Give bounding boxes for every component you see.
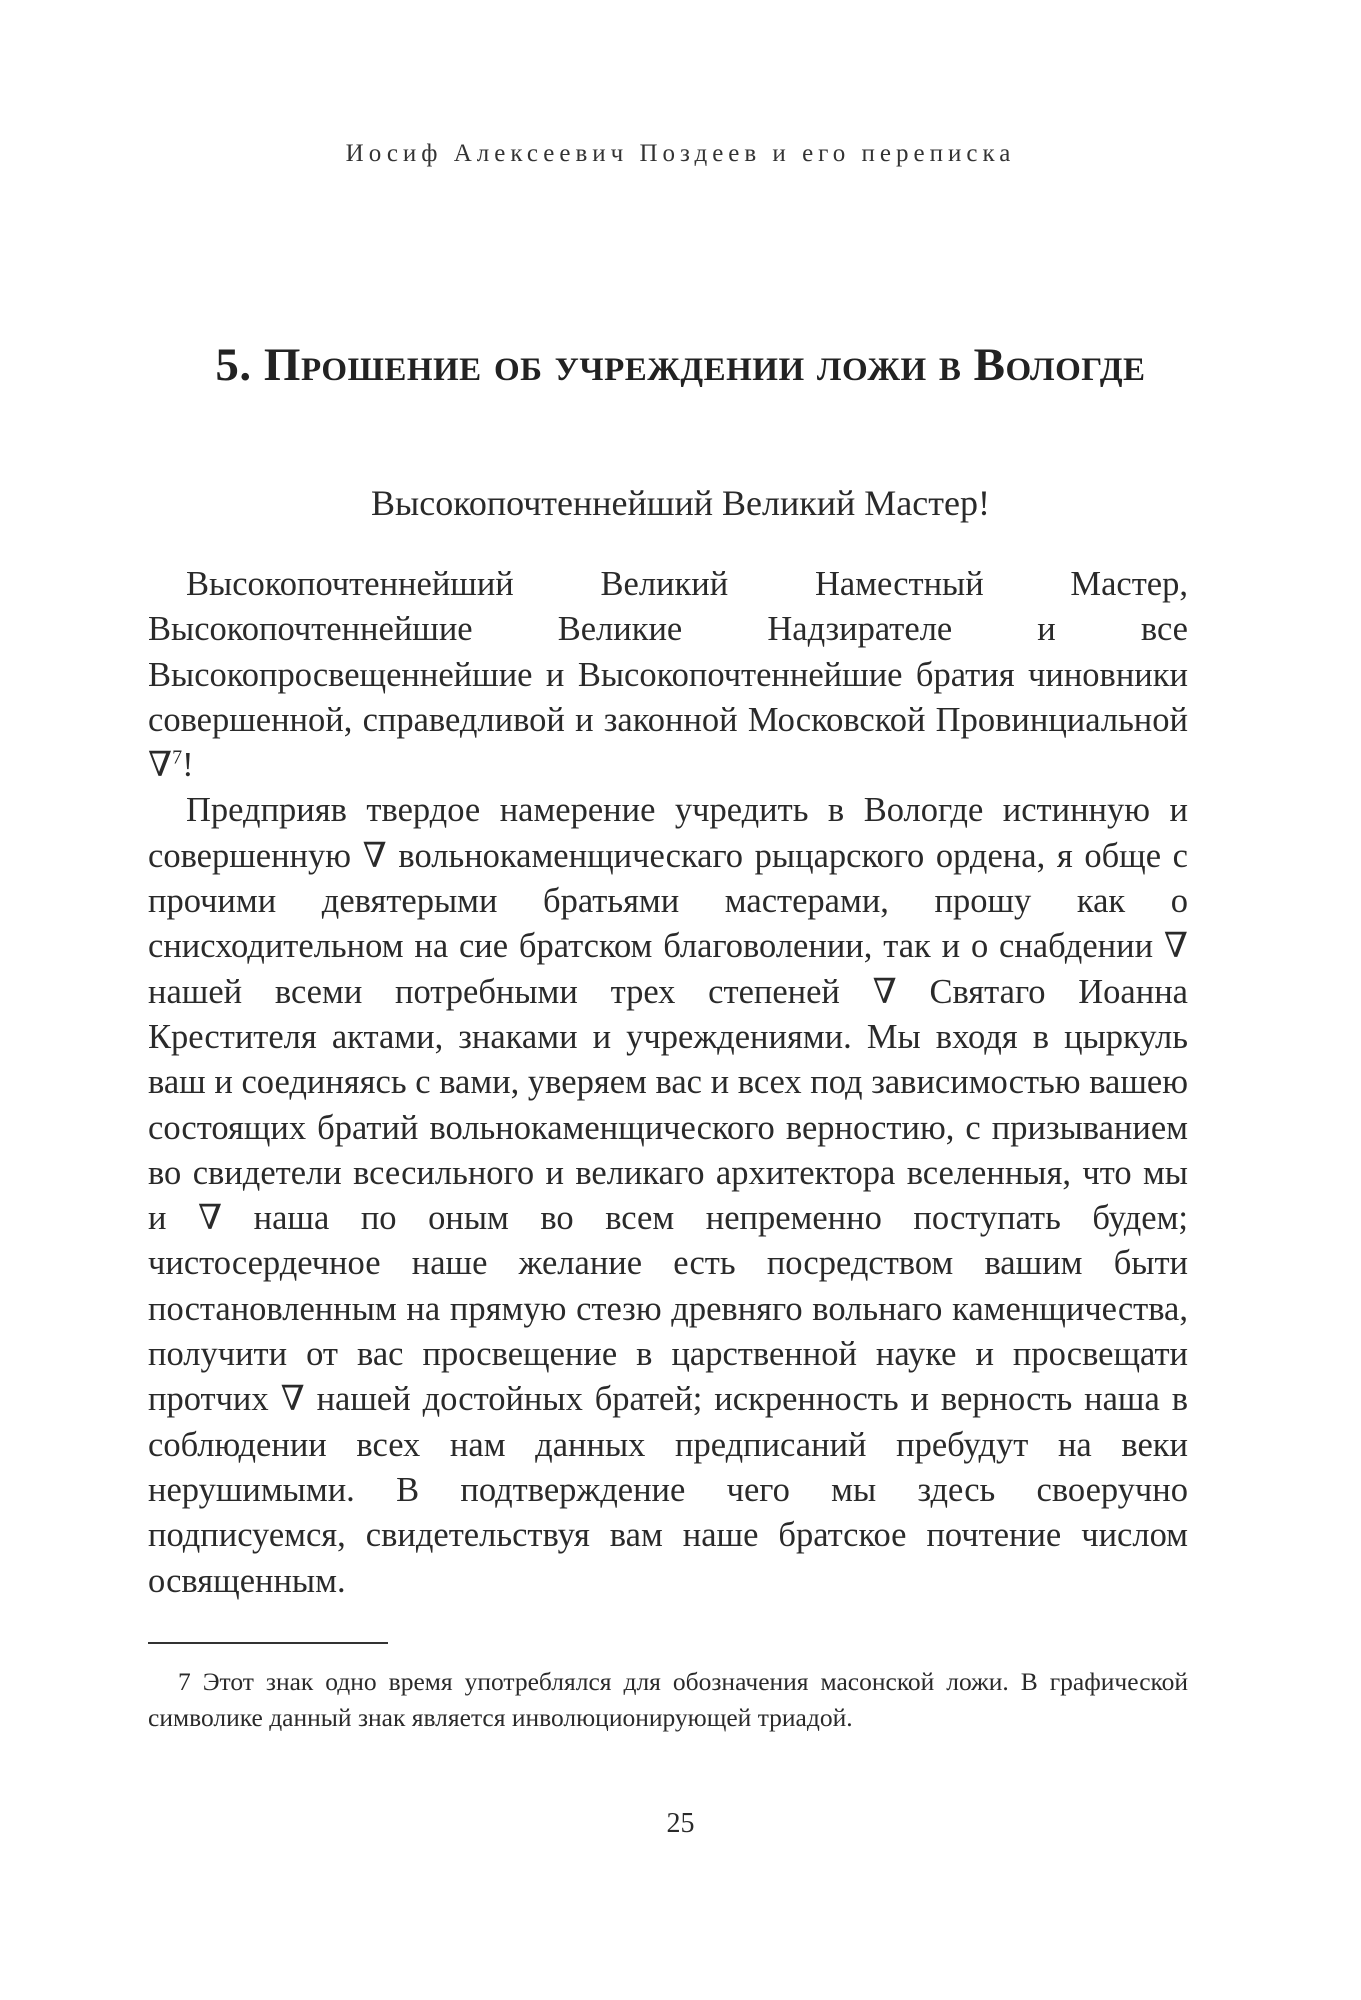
address-ending: ! xyxy=(182,746,194,785)
main-paragraph: Предприяв твердое намерение учредить в Вологде истинную и совершенную ∇ вольнокаменщическаго рыцарского ордена, я обще с прочими девятерыми братьями мастерами, прошу как о снисходительном на сие братском благоволении, так и о снабдении ∇ нашей всеми потребными трех степеней ∇ Святаго Иоанна Крестителя актами, знаками и учреждениями. Мы входя в цыркуль ваш и соединяясь с вами, уверяем вас и всех под зависимостью вашею состоящих братий вольнокаменщического верностию, с призыванием во свидетели всесильного и великаго архитектора вселенныя, что мы и ∇ наша по оным во всем непременно поступать будем; чистосердечное наше желание есть посредством вашим быти постановленным на прямую стезю древняго вольнаго каменщичества, получити от вас просвещение в царственной науке и просвещати протчих ∇ нашей достойных братей; искренность и верность наша в соблюдении всех нам данных предписаний пребудут на веки нерушимыми. В подтверждение чего мы здесь своеручно подписуемся, свидетельствуя вам наше братское почтение числом освященным. xyxy=(148,791,1188,1600)
page-number: 25 xyxy=(666,1808,695,1839)
address-text: Высокопочтеннейший Великий Наместный Мастер, Высокопочтеннейшие Великие Надзирателе и все Высокопросвещеннейшие и Высокопочтеннейшие братия чиновники совершенной, справедливой и законной Московской Провинциальной ∇ xyxy=(148,565,1188,785)
letter-body xyxy=(148,562,1188,1604)
footnote: 7 Этот знак одно время употреблялся для обозначения масонской ложи. В графической символике данный знак является инволюционирующей триадой. xyxy=(148,1667,1188,1732)
chapter-title: 5. Прошение об учреждении ложи в Вологде xyxy=(215,339,1146,391)
footnote-divider xyxy=(148,1642,388,1644)
running-head: Иосиф Алексеевич Поздеев и его переписка xyxy=(345,140,1016,167)
footnote-reference[interactable]: 7 xyxy=(172,746,183,769)
address-paragraph xyxy=(148,562,1188,788)
salutation: Высокопочтеннейший Великий Мастер! xyxy=(371,483,990,523)
